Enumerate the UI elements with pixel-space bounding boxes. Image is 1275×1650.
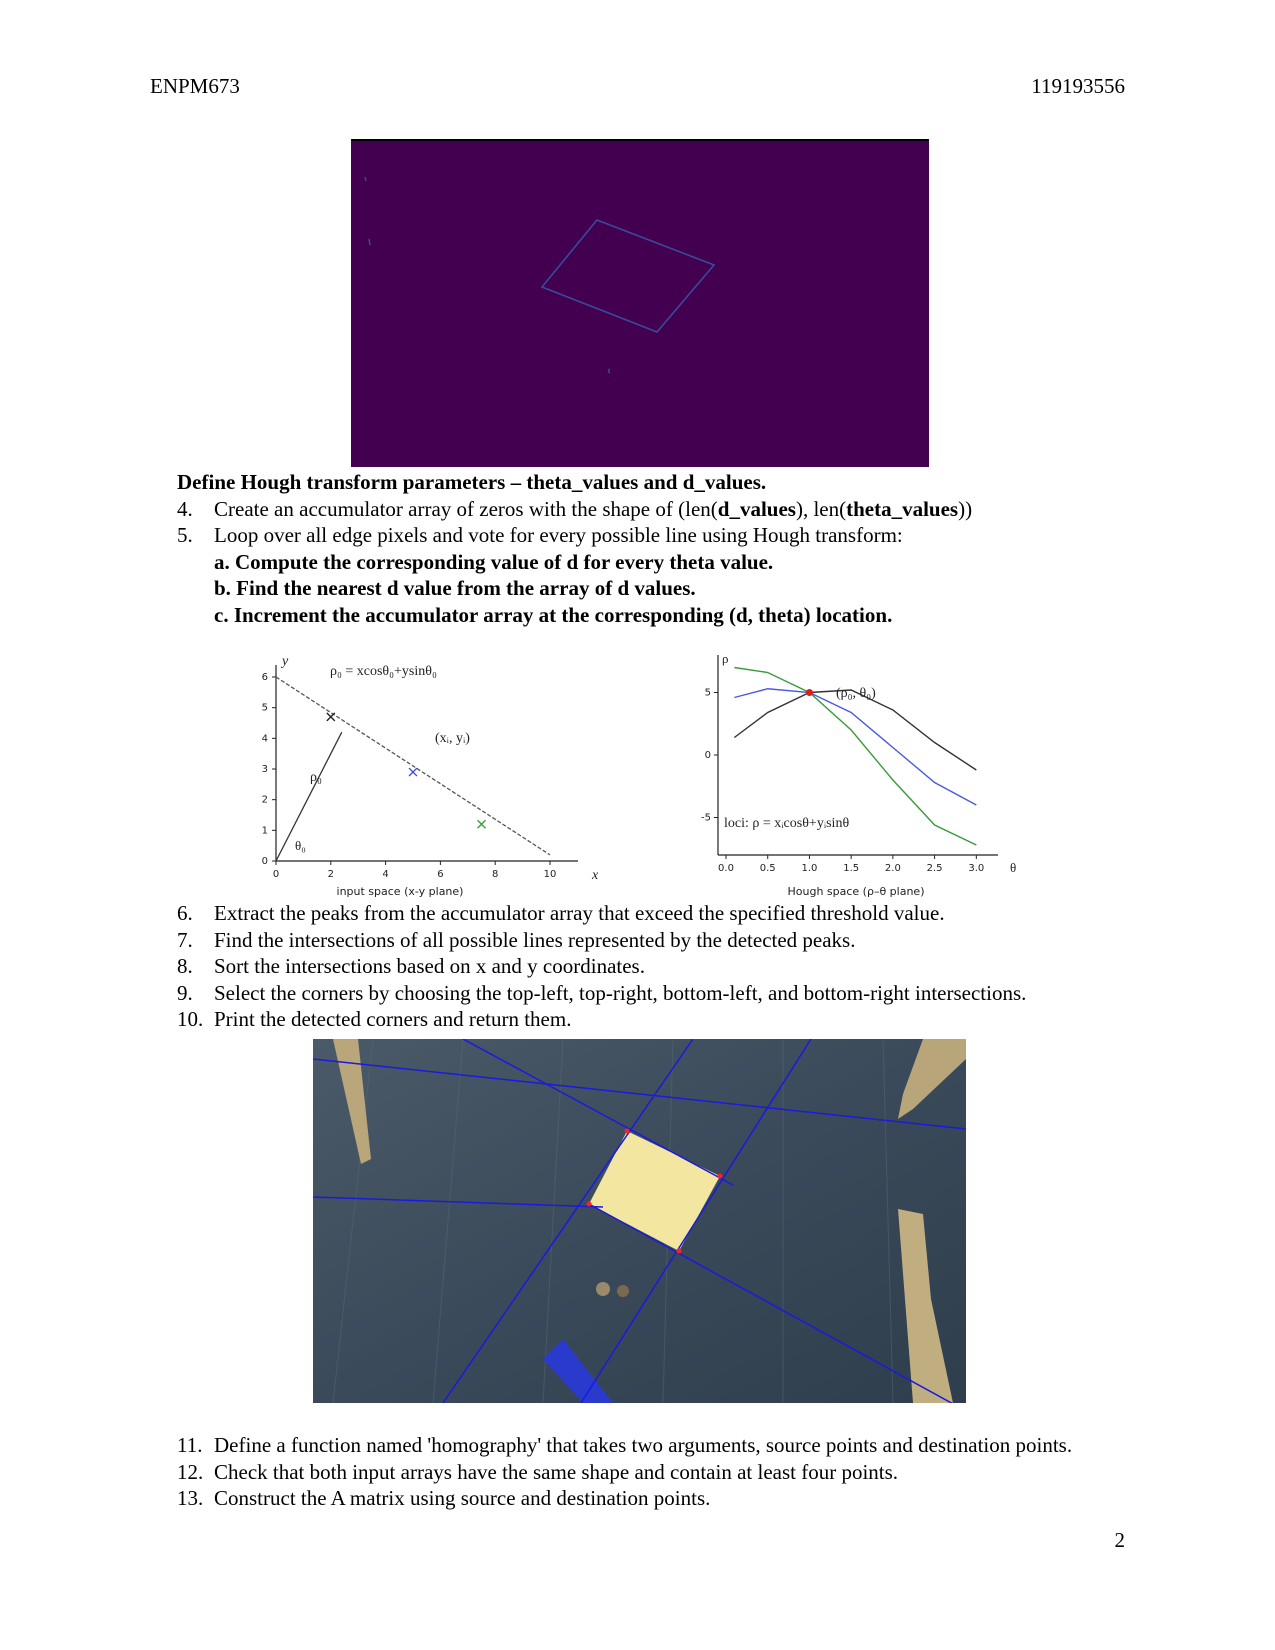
step-10: 10. Print the detected corners and return them. [177, 1007, 572, 1031]
series-line-black [734, 690, 976, 770]
axis-label-theta: θ [1010, 860, 1017, 875]
text-block-middle [177, 900, 1026, 1033]
x-tick-label: 8 [492, 869, 499, 880]
x-tick-label: 0 [272, 869, 280, 880]
annotation-theta: θ₀ [295, 838, 306, 853]
y-tick-label: 4 [261, 733, 268, 745]
text-block-bottom [177, 1432, 1072, 1512]
substep-a: a. Compute the corresponding value of d for every theta value. [214, 549, 774, 574]
y-tick-label: -5 [701, 812, 711, 824]
x-tick-label: 3.0 [968, 863, 985, 874]
step-5: 5. Loop over all edge pixels and vote for every possible line using Hough transform: [177, 523, 903, 547]
dashed-line [276, 677, 550, 855]
annotation-rho: ρ₀ [310, 770, 322, 785]
y-tick-label: 2 [261, 794, 268, 806]
y-tick-label: 5 [704, 687, 711, 699]
substep-b: b. Find the nearest d value from the array of d values. [214, 576, 696, 600]
x-tick-label: 0.0 [718, 863, 734, 874]
y-tick-label: 0 [261, 856, 268, 867]
x-tick-label: 1.5 [843, 863, 860, 874]
step-4: 4. Create an accumulator array of zeros with the shape of (len(d_values), len(theta_values)) [177, 496, 973, 521]
data-point [327, 713, 335, 721]
peak-point [806, 689, 813, 696]
section-title: Define Hough transform parameters – theta_values and d_values. [177, 470, 767, 494]
course-code: ENPM673 [150, 74, 240, 98]
axis-label-y: y [282, 654, 289, 669]
axis-label-rho: ρ [722, 651, 729, 666]
annotation-loci: loci: ρ = xᵢcosθ+yᵢsinθ [724, 816, 850, 831]
x-tick-label: 10 [543, 869, 557, 880]
step-9: 9. Select the corners by choosing the top-left, top-right, bottom-left, and bottom-right intersections. [177, 980, 1027, 1005]
y-tick-label: 3 [261, 764, 268, 775]
step-6: 6. Extract the peaks from the accumulator array that exceed the specified threshold value. [177, 901, 945, 925]
annotation-peak: (ρ₀, θ₀) [836, 686, 876, 701]
annotation-point: (xᵢ, yᵢ) [435, 731, 470, 746]
step-8: 8. Sort the intersections based on x and y coordinates. [177, 954, 645, 978]
x-tick-label: 6 [437, 869, 444, 880]
student-id: 119193556 [1031, 74, 1125, 98]
step-12: 12. Check that both input arrays have the same shape and contain at least four points. [177, 1459, 899, 1484]
x-tick-label: 2.5 [926, 863, 943, 874]
y-tick-label: 5 [261, 702, 268, 714]
annotation-equation: ρ₀ = xcosθ₀+ysinθ₀ [330, 664, 437, 679]
y-tick-label: 0 [704, 750, 711, 761]
step-7: 7. Find the intersections of all possible lines represented by the detected peaks. [177, 927, 856, 952]
data-point [409, 768, 417, 776]
step-13: 13. Construct the A matrix using source and destination points. [177, 1486, 711, 1510]
x-tick-label: 2 [327, 869, 334, 880]
edge-detection-image [351, 139, 929, 467]
x-tick-label: 1.0 [801, 863, 818, 874]
axis-label-x: x [592, 868, 599, 883]
data-point [478, 820, 486, 828]
rho-line [276, 732, 342, 861]
substep-c: c. Increment the accumulator array at the corresponding (d, theta) location. [214, 602, 893, 627]
y-tick-label: 6 [261, 672, 268, 683]
y-tick-label: 1 [261, 825, 268, 837]
chart-title: input space (x-y plane) [336, 885, 464, 898]
x-tick-label: 0.5 [759, 863, 776, 874]
detected-lines-photo [313, 1039, 966, 1403]
input-space-chart [240, 645, 600, 900]
text-block-top [177, 469, 972, 628]
step-11: 11. Define a function named 'homography' that takes two arguments, source points and destination points. [177, 1433, 1073, 1457]
x-tick-label: 2.0 [884, 863, 901, 874]
page-number: 2 [1114, 1528, 1125, 1552]
chart-title: Hough space (ρ–θ plane) [787, 885, 925, 898]
x-tick-label: 4 [382, 869, 389, 880]
hough-space-chart [688, 645, 1024, 900]
